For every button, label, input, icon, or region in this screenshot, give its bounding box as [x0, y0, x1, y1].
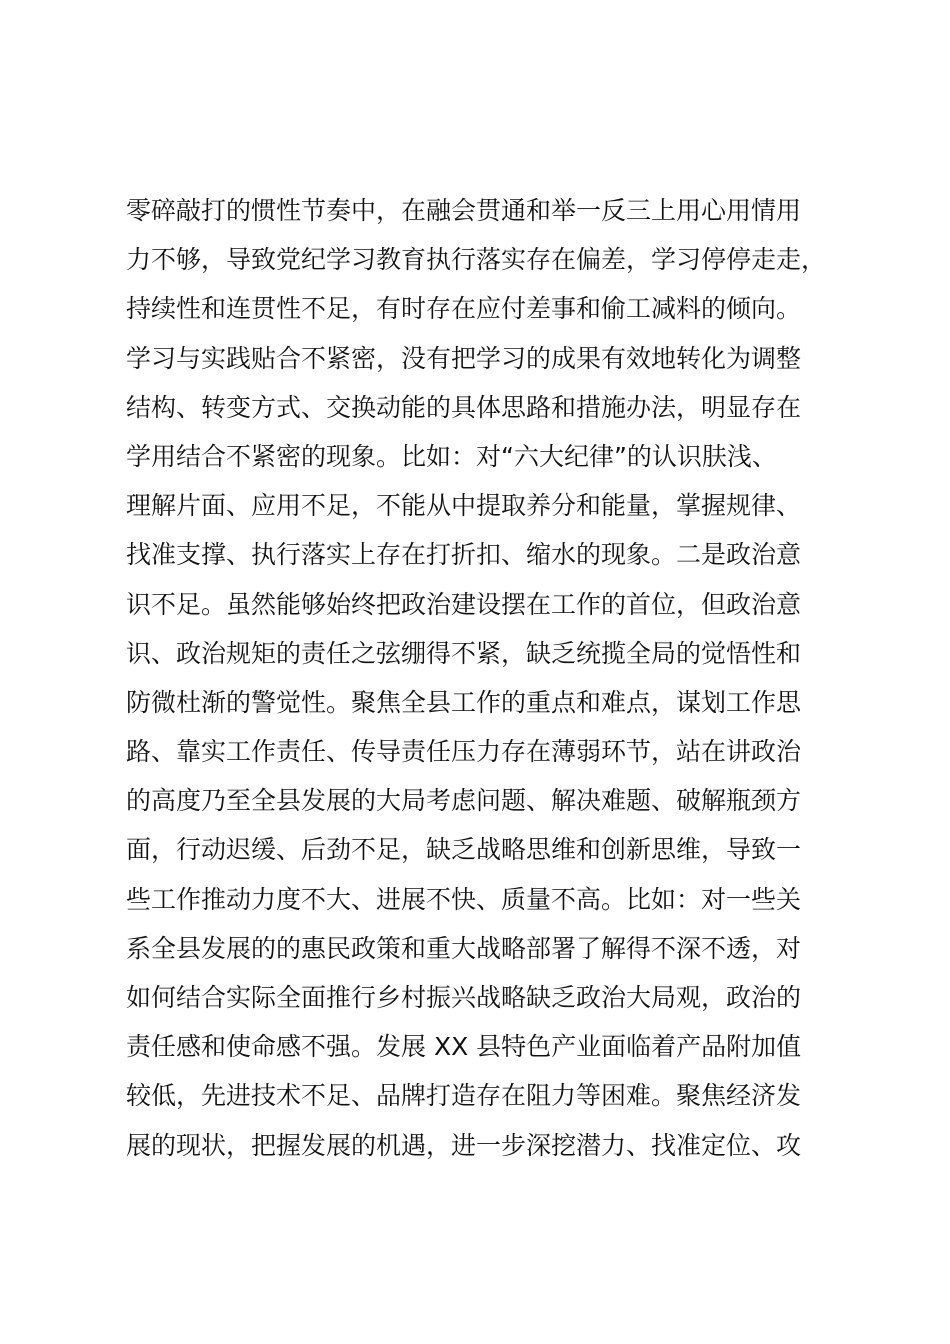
text-line-14: 面，行动迟缓、后劲不足，缺乏战略思维和创新思维，导致一	[126, 835, 802, 865]
text-line-4: 学习与实践贴合不紧密，没有把学习的成果有效地转化为调整	[126, 343, 802, 373]
text-line-17: 如何结合实际全面推行乡村振兴战略缺乏政治大局观，政治的	[126, 983, 802, 1012]
text-line-15: 些工作推动力度不大、进展不快、质量不高。比如：对一些关	[126, 884, 802, 914]
text-line-10: 识、政治规矩的责任之弦绷得不紧，缺乏统揽全局的觉悟性和	[126, 638, 802, 668]
text-line-9: 识不足。虽然能够始终把政治建设摆在工作的首位，但政治意	[126, 589, 802, 619]
text-line-1: 零碎敲打的惯性节奏中，在融会贯通和举一反三上用心用情用	[126, 196, 802, 225]
text-line-7: 理解片面、应用不足，不能从中提取养分和能量，掌握规律、	[126, 491, 802, 521]
body-text	[126, 186, 846, 1170]
text-line-6: 学用结合不紧密的现象。比如：对“六大纪律”的认识肤浅、	[126, 441, 777, 471]
text-line-18: 责任感和使命感不强。发展 XX 县特色产业面临着产品附加值	[126, 1032, 802, 1062]
text-line-13: 的高度乃至全县发展的大局考虑问题、解决难题、破解瓶颈方	[126, 786, 802, 816]
text-line-8: 找准支撑、执行落实上存在打折扣、缩水的现象。二是政治意	[126, 540, 802, 570]
text-line-12: 路、靠实工作责任、传导责任压力存在薄弱环节，站在讲政治	[126, 737, 802, 767]
text-line-3: 持续性和连贯性不足，有时存在应付差事和偷工减料的倾向。	[126, 294, 802, 324]
text-line-5: 结构、转变方式、交换动能的具体思路和措施办法，明显存在	[126, 392, 802, 422]
text-line-2: 力不够，导致党纪学习教育执行落实存在偏差，学习停停走走，	[126, 245, 827, 275]
text-line-20: 展的现状，把握发展的机遇，进一步深挖潜力、找准定位、攻	[126, 1130, 802, 1160]
text-line-11: 防微杜渐的警觉性。聚焦全县工作的重点和难点，谋划工作思	[126, 687, 802, 717]
text-line-19: 较低，先进技术不足、品牌打造存在阻力等困难。聚焦经济发	[126, 1081, 802, 1111]
text-line-16: 系全县发展的的惠民政策和重大战略部署了解得不深不透，对	[126, 933, 802, 963]
